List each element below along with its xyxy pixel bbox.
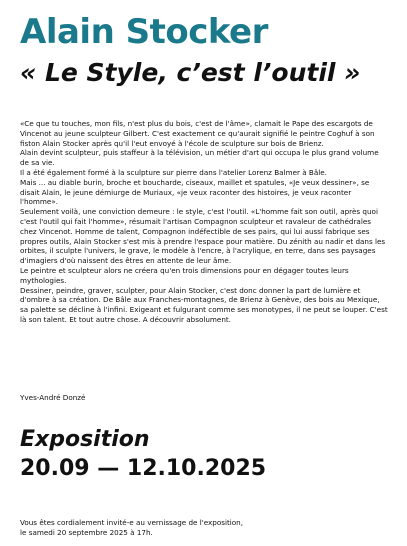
paragraph: Seulement voilà, une conviction demeure : le style, c'est l'outil. «L'homme fait son outil, après quoi c'est l'outil qui fait l'homme», résumait l'artisan Compagnon sculpteur et ravaleur de cathédrales chez Vincenot. Homme de talent, Compagnon indéfectible de ses pairs, qui lui aussi fabrique ses propres outils, Alain Stocker s'est mis à prendre l'espace pour matière. Du zénith au nadir et dans les orbites, il sculpte l'univers, le grave, le modèle à l'encre, à l'acrylique, en terre, dans ses paysages d'imagiers d'où naissent des êtres en attente de leur âme. xyxy=(20,207,386,266)
exhibition-dates: 20.09 — 12.10.2025 xyxy=(20,456,267,481)
body-text xyxy=(20,119,388,325)
invitation-line: Vous êtes cordialement invité-e au vernissage de l'exposition, xyxy=(20,518,244,527)
paragraph: Le peintre et sculpteur alors ne créera qu'en trois dimensions pour en dégager toutes leurs mythologies. xyxy=(20,265,349,285)
author-signature: Yves-André Donzé xyxy=(20,393,86,402)
page-subtitle: « Le Style, c’est l’outil » xyxy=(20,58,361,87)
paragraph: Alain devint sculpteur, puis staffeur à la télévision, un métier d'art qui occupa le plus grand volume de sa vie. xyxy=(20,148,379,168)
paragraph: Dessiner, peindre, graver, sculpter, pour Alain Stocker, c'est donc donner la part de lumière et d'ombre à sa création. De Bâle aux Franches-montagnes, de Brienz à Genève, des bois au Mexique, sa palette se décline à l'infini. Exigeant et fulgurant comme ses monotypes, il ne peut se louper. C'est là son talent. Et tout autre chose. A découvrir absolument. xyxy=(20,285,388,324)
paragraph: Mais ... au diable burin, broche et boucharde, ciseaux, maillet et spatules, «Je veux dessiner», se disait Alain, le jeune démiurge de Muriaux, «je veux raconter des histoires, je veux raconter l'homme». xyxy=(20,177,370,207)
paragraph: «Ce que tu touches, mon fils, n'est plus du bois, c'est de l'âme», clamait le Pape des escargots de Vincenot au jeune sculpteur Gilbert. C'est exactement ce qu'aurait signifié le peintre Coghuf à son fiston Alain Stocker après qu'il l'eut envoyé à l'école de sculpture sur bois de Brienz. xyxy=(20,119,375,148)
paragraph: Il a été également formé à la sculpture sur pierre dans l'atelier Lorenz Balmer à Bâle. xyxy=(20,167,327,177)
invitation-text xyxy=(20,518,388,538)
invitation-line: le samedi 20 septembre 2025 à 17h. xyxy=(20,527,153,537)
page-title: Alain Stocker xyxy=(20,12,268,52)
exhibition-label: Exposition xyxy=(20,427,150,452)
